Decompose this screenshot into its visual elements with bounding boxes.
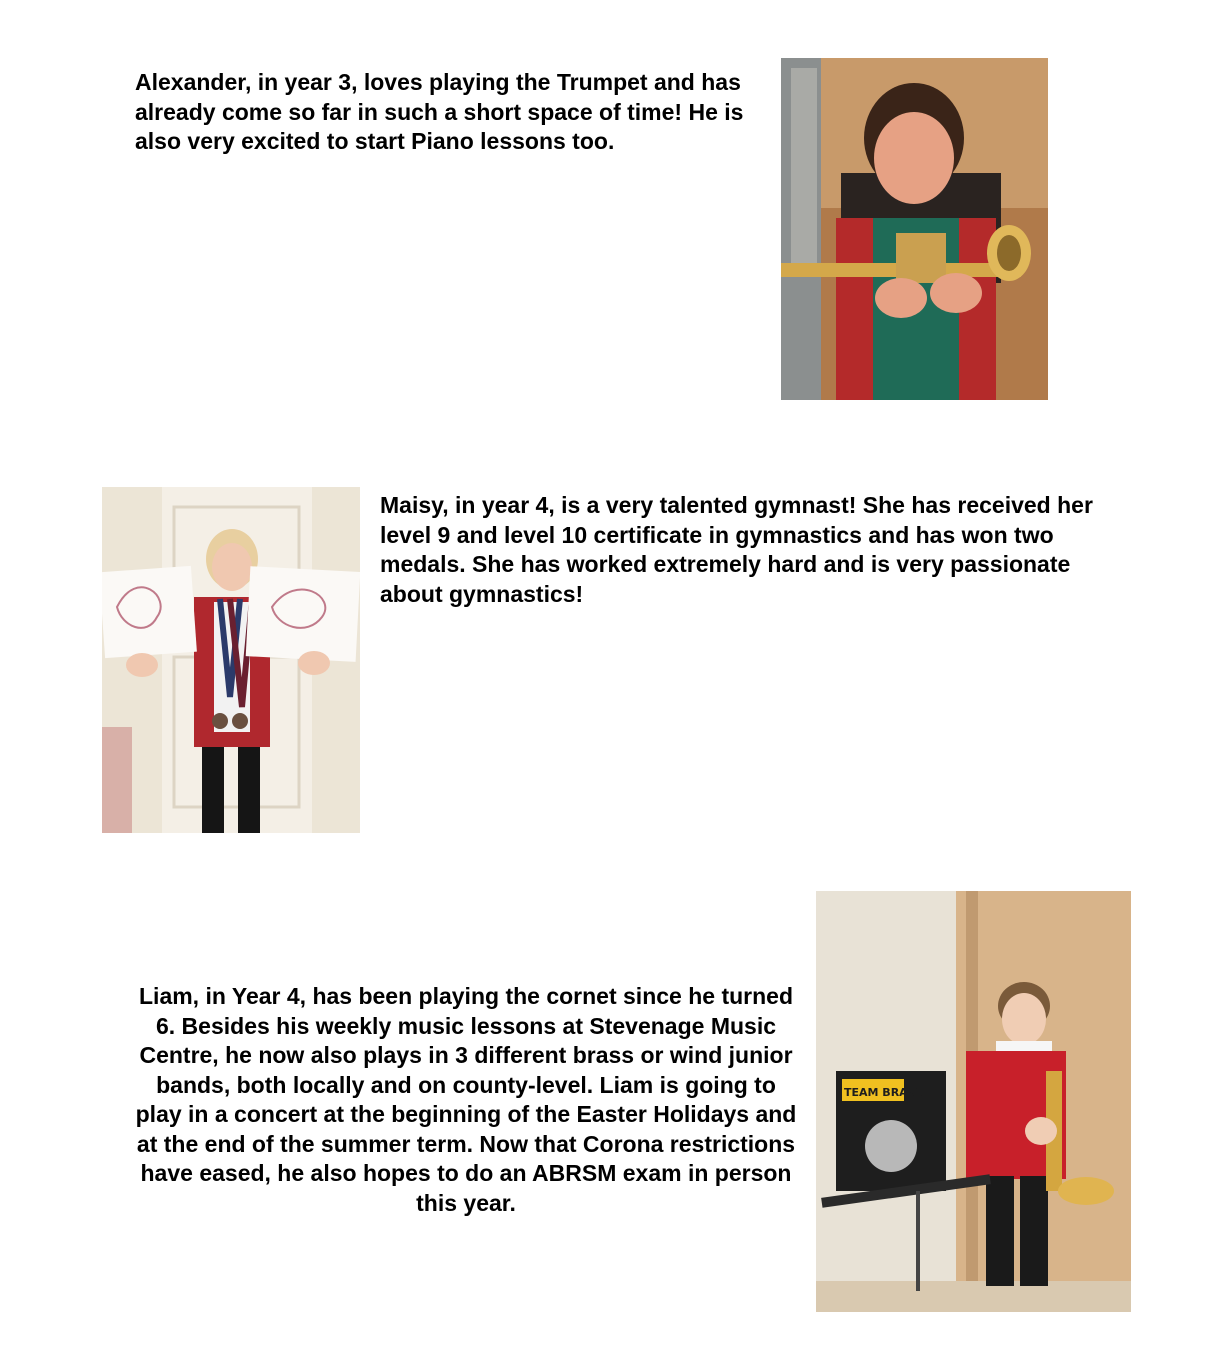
- story-maisy-text: Maisy, in year 4, is a very talented gymnast! She has received her level 9 and level 10 certificate in gymnastics and has won two medals. She has worked extremely hard and is very passionate about gymnastics!: [380, 492, 1093, 607]
- photo-maisy-gymnastics-certificates: [102, 487, 360, 833]
- story-liam-text: Liam, in Year 4, has been playing the cornet since he turned 6. Besides his weekly music lessons at Stevenage Music Centre, he now also plays in 3 different brass or wind junior bands, both locally and on county-level. Liam is going to play in a concert at the beginning of the Easter Holidays and at the end of the summer term. Now that Corona restrictions have eased, he also hopes to do an ABRSM exam in person this year.: [135, 983, 797, 1216]
- story-alexander-text: Alexander, in year 3, loves playing the Trumpet and has already come so far in such a short space of time! He is also very excited to start Piano lessons too.: [135, 69, 744, 154]
- book-cover-title: TEAM BRASS: [844, 1086, 924, 1099]
- photo-liam-cornet: [816, 891, 1131, 1312]
- photo-alexander-trumpet: [781, 58, 1048, 400]
